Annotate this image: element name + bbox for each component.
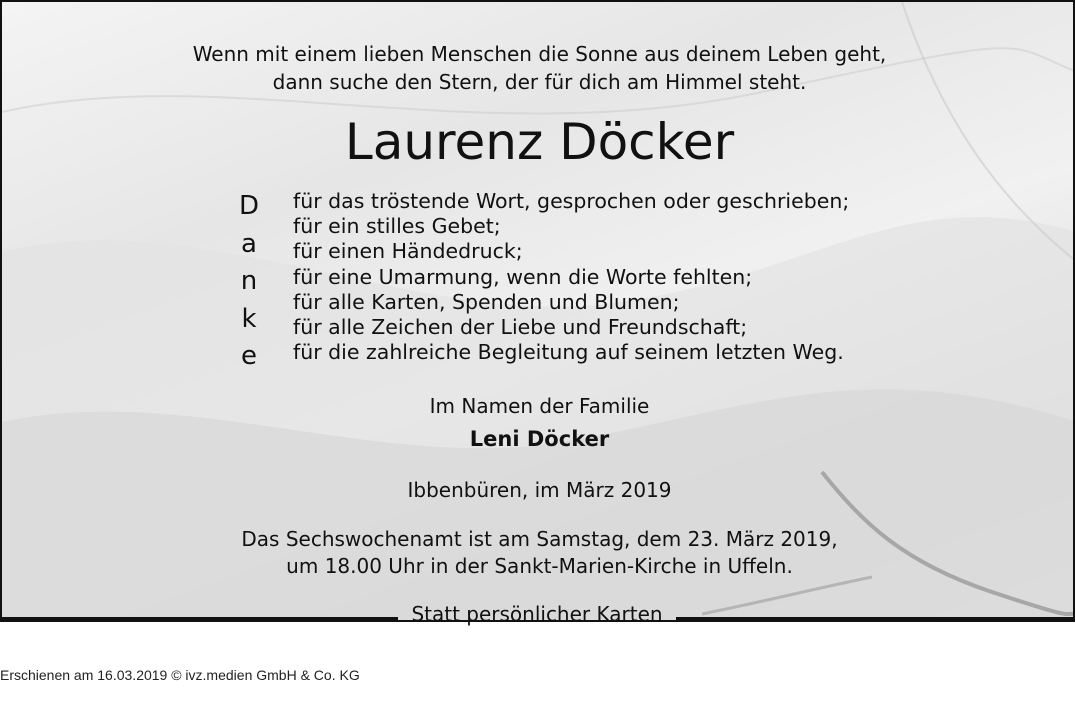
- publication-credit: Erschienen am 16.03.2019 © ivz.medien GmbH & Co. KG: [0, 667, 360, 683]
- signer-name: Leni Döcker: [469, 427, 610, 451]
- service-line-2: um 18.00 Uhr in der Sankt-Marien-Kirche in Uffeln.: [286, 554, 793, 578]
- thanks-item: für das tröstende Wort, gesprochen oder geschrieben;: [293, 189, 850, 213]
- danke-letter: a: [241, 228, 257, 259]
- footer-note: [0, 600, 1075, 628]
- divider-left: [2, 617, 398, 620]
- thanks-item: für ein stilles Gebet;: [293, 214, 501, 239]
- thanks-item: für alle Zeichen der Liebe und Freundschaft;: [293, 315, 748, 340]
- intro-line-2: dann suche den Stern, der für dich am Himmel steht.: [272, 70, 807, 94]
- footer-label: Statt persönlicher Karten: [411, 602, 663, 626]
- thanks-list: [293, 189, 849, 365]
- divider-right: [676, 617, 1073, 620]
- family-line: Im Namen der Familie: [429, 394, 650, 418]
- thanks-item: für eine Umarmung, wenn die Worte fehlten;: [293, 264, 753, 289]
- danke-letter: k: [241, 303, 257, 334]
- danke-letter: e: [241, 341, 257, 371]
- thanks-item: für alle Karten, Spenden und Blumen;: [293, 289, 680, 314]
- place-date: Ibbenbüren, im März 2019: [407, 478, 672, 502]
- service-line-1: Das Sechswochenamt ist am Samstag, dem 23. März 2019,: [241, 527, 838, 551]
- danke-vertical: [234, 188, 264, 376]
- danke-letter: D: [238, 191, 260, 221]
- intro-line-1: Wenn mit einem lieben Menschen die Sonne aus deinem Leben geht,: [192, 42, 887, 66]
- service-info: [2, 526, 1075, 580]
- intro-verse: [2, 40, 1075, 96]
- danke-letter: n: [240, 266, 258, 296]
- deceased-name: Laurenz Döcker: [344, 113, 735, 171]
- thanks-item: für einen Händedruck;: [293, 239, 523, 264]
- thanks-item: für die zahlreiche Begleitung auf seinem letzten Weg.: [293, 340, 844, 365]
